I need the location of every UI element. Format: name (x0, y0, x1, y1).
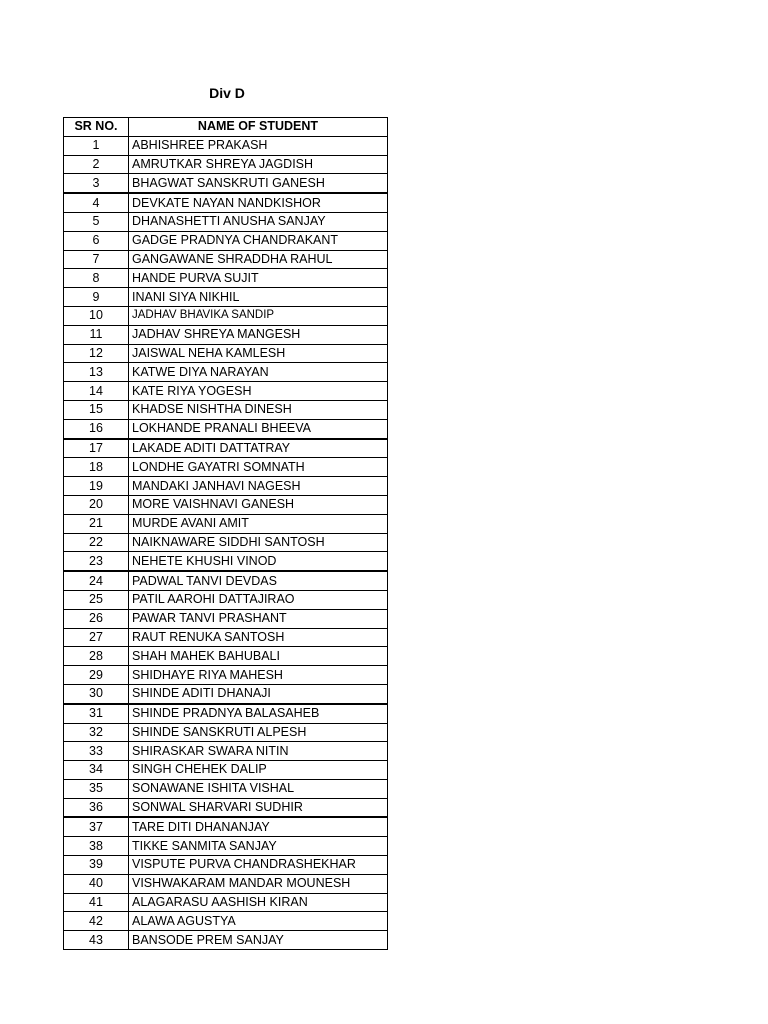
table-row (64, 419, 388, 438)
student-name-cell: KHADSE NISHTHA DINESH (129, 400, 388, 419)
table-row (64, 193, 388, 212)
student-name-cell: HANDE PURVA SUJIT (129, 269, 388, 288)
table-row (64, 477, 388, 496)
sr-no-cell: 23 (64, 552, 129, 571)
sr-no-cell: 41 (64, 893, 129, 912)
student-name-cell: JADHAV BHAVIKA SANDIP (129, 306, 388, 325)
student-name-cell: SHINDE SANSKRUTI ALPESH (129, 723, 388, 742)
table-row (64, 552, 388, 571)
sr-no-cell: 17 (64, 439, 129, 458)
student-name-cell: JADHAV SHREYA MANGESH (129, 325, 388, 344)
table-row (64, 647, 388, 666)
sr-no-cell: 18 (64, 458, 129, 477)
sr-no-cell: 32 (64, 723, 129, 742)
student-name-cell: SHINDE PRADNYA BALASAHEB (129, 704, 388, 723)
student-name-cell: TIKKE SANMITA SANJAY (129, 837, 388, 856)
table-row (64, 400, 388, 419)
student-name-cell: SHAH MAHEK BAHUBALI (129, 647, 388, 666)
student-name-cell: GADGE PRADNYA CHANDRAKANT (129, 231, 388, 250)
sr-no-cell: 19 (64, 477, 129, 496)
student-name-cell: JAISWAL NEHA KAMLESH (129, 344, 388, 363)
student-name-cell: LAKADE ADITI DATTATRAY (129, 439, 388, 458)
sr-no-cell: 20 (64, 495, 129, 514)
table-body (64, 136, 388, 949)
table-row (64, 514, 388, 533)
student-name-cell: MURDE AVANI AMIT (129, 514, 388, 533)
student-name-cell: DEVKATE NAYAN NANDKISHOR (129, 193, 388, 212)
student-name-cell: SHIRASKAR SWARA NITIN (129, 742, 388, 761)
table-row (64, 837, 388, 856)
student-name-cell: DHANASHETTI ANUSHA SANJAY (129, 212, 388, 231)
student-table (63, 117, 388, 950)
sr-no-cell: 15 (64, 400, 129, 419)
student-name-cell: LOKHANDE PRANALI BHEEVA (129, 419, 388, 438)
sr-no-cell: 36 (64, 798, 129, 817)
student-name-cell: SHINDE ADITI DHANAJI (129, 684, 388, 703)
student-name-cell: AMRUTKAR SHREYA JAGDISH (129, 155, 388, 174)
sr-no-cell: 35 (64, 779, 129, 798)
student-name-cell: MANDAKI JANHAVI NAGESH (129, 477, 388, 496)
table-row (64, 250, 388, 269)
student-name-cell: GANGAWANE SHRADDHA RAHUL (129, 250, 388, 269)
sr-no-cell: 30 (64, 684, 129, 703)
table-row (64, 723, 388, 742)
student-name-cell: MORE VAISHNAVI GANESH (129, 495, 388, 514)
table-row (64, 666, 388, 685)
table-row (64, 363, 388, 382)
sr-no-cell: 1 (64, 136, 129, 155)
student-name-cell: VISPUTE PURVA CHANDRASHEKHAR (129, 856, 388, 875)
table-row (64, 609, 388, 628)
table-row (64, 571, 388, 590)
sr-no-cell: 27 (64, 628, 129, 647)
sr-no-cell: 11 (64, 325, 129, 344)
student-name-cell: BANSODE PREM SANJAY (129, 931, 388, 950)
table-row (64, 684, 388, 703)
sr-no-cell: 7 (64, 250, 129, 269)
sr-no-cell: 13 (64, 363, 129, 382)
student-name-cell: INANI SIYA NIKHIL (129, 288, 388, 307)
student-name-cell: PAWAR TANVI PRASHANT (129, 609, 388, 628)
table-row (64, 306, 388, 325)
table-row (64, 288, 388, 307)
sr-no-cell: 37 (64, 817, 129, 836)
sr-no-cell: 25 (64, 590, 129, 609)
table-row (64, 533, 388, 552)
table-row (64, 590, 388, 609)
table-row (64, 779, 388, 798)
sr-no-header: SR NO. (64, 118, 129, 137)
sr-no-cell: 12 (64, 344, 129, 363)
page-title: Div D (209, 85, 245, 101)
table-row (64, 704, 388, 723)
student-name-cell: BHAGWAT SANSKRUTI GANESH (129, 174, 388, 193)
table-row (64, 382, 388, 401)
table-row (64, 931, 388, 950)
table-row (64, 495, 388, 514)
student-name-cell: LONDHE GAYATRI SOMNATH (129, 458, 388, 477)
student-name-cell: SINGH CHEHEK DALIP (129, 761, 388, 780)
table-row (64, 269, 388, 288)
table-row (64, 761, 388, 780)
table-row (64, 344, 388, 363)
table-row (64, 439, 388, 458)
table-row (64, 874, 388, 893)
sr-no-cell: 40 (64, 874, 129, 893)
table-row (64, 136, 388, 155)
sr-no-cell: 43 (64, 931, 129, 950)
sr-no-cell: 14 (64, 382, 129, 401)
sr-no-cell: 34 (64, 761, 129, 780)
student-name-cell: KATE RIYA YOGESH (129, 382, 388, 401)
student-name-cell: ALAGARASU AASHISH KIRAN (129, 893, 388, 912)
student-name-cell: PADWAL TANVI DEVDAS (129, 571, 388, 590)
sr-no-cell: 22 (64, 533, 129, 552)
table-row (64, 231, 388, 250)
sr-no-cell: 4 (64, 193, 129, 212)
sr-no-cell: 21 (64, 514, 129, 533)
table-row (64, 742, 388, 761)
sr-no-cell: 39 (64, 856, 129, 875)
sr-no-cell: 6 (64, 231, 129, 250)
sr-no-cell: 38 (64, 837, 129, 856)
student-name-cell: SHIDHAYE RIYA MAHESH (129, 666, 388, 685)
table-row (64, 325, 388, 344)
table-row (64, 458, 388, 477)
table-row (64, 856, 388, 875)
table-header-row (64, 118, 388, 137)
table-row (64, 798, 388, 817)
table-row (64, 817, 388, 836)
table-row (64, 893, 388, 912)
sr-no-cell: 24 (64, 571, 129, 590)
student-name-cell: TARE DITI DHANANJAY (129, 817, 388, 836)
table-row (64, 174, 388, 193)
student-name-cell: NEHETE KHUSHI VINOD (129, 552, 388, 571)
sr-no-cell: 8 (64, 269, 129, 288)
student-name-cell: PATIL AAROHI DATTAJIRAO (129, 590, 388, 609)
student-name-cell: VISHWAKARAM MANDAR MOUNESH (129, 874, 388, 893)
table-row (64, 155, 388, 174)
sr-no-cell: 3 (64, 174, 129, 193)
sr-no-cell: 5 (64, 212, 129, 231)
student-name-cell: ABHISHREE PRAKASH (129, 136, 388, 155)
student-name-header: NAME OF STUDENT (129, 118, 388, 137)
student-name-cell: RAUT RENUKA SANTOSH (129, 628, 388, 647)
sr-no-cell: 9 (64, 288, 129, 307)
sr-no-cell: 16 (64, 419, 129, 438)
sr-no-cell: 29 (64, 666, 129, 685)
student-name-cell: NAIKNAWARE SIDDHI SANTOSH (129, 533, 388, 552)
table-row (64, 212, 388, 231)
sr-no-cell: 31 (64, 704, 129, 723)
student-name-cell: KATWE DIYA NARAYAN (129, 363, 388, 382)
sr-no-cell: 26 (64, 609, 129, 628)
sr-no-cell: 28 (64, 647, 129, 666)
sr-no-cell: 2 (64, 155, 129, 174)
student-name-cell: SONAWANE ISHITA VISHAL (129, 779, 388, 798)
student-name-cell: ALAWA AGUSTYA (129, 912, 388, 931)
sr-no-cell: 33 (64, 742, 129, 761)
student-name-cell: SONWAL SHARVARI SUDHIR (129, 798, 388, 817)
table-row (64, 912, 388, 931)
sr-no-cell: 10 (64, 306, 129, 325)
sr-no-cell: 42 (64, 912, 129, 931)
table-row (64, 628, 388, 647)
